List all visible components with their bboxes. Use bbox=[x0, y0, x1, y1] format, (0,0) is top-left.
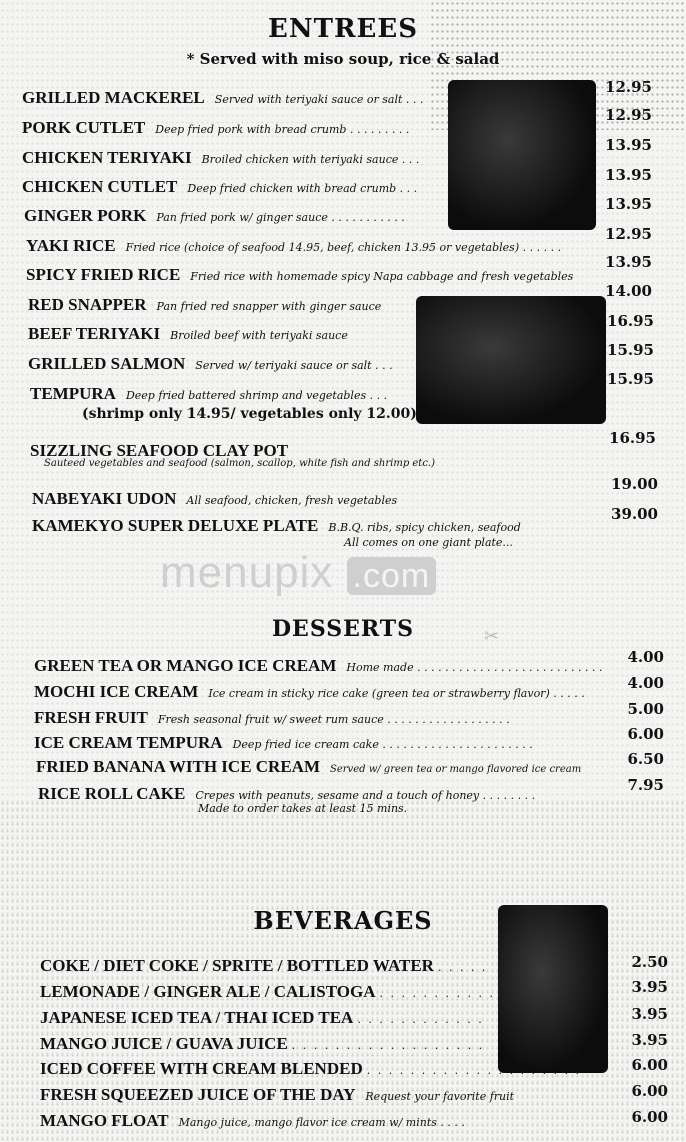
item-price: 12.95 bbox=[605, 78, 652, 96]
food-photo-2 bbox=[416, 296, 606, 424]
item-price: 6.00 bbox=[631, 1056, 668, 1074]
item-price: 13.95 bbox=[605, 195, 652, 213]
menu-item bbox=[32, 489, 397, 509]
menu-item bbox=[32, 516, 521, 536]
menu-item bbox=[34, 708, 510, 728]
menu-item bbox=[34, 733, 533, 753]
claypot-note: Sauteed vegetables and seafood (salmon, scallop, white fish and shrimp etc.) bbox=[44, 458, 436, 469]
menu-item bbox=[26, 265, 573, 285]
item-name: MANGO FLOAT bbox=[40, 1111, 169, 1130]
item-price: 19.00 bbox=[611, 475, 658, 493]
scissors-icon: ✂ bbox=[484, 626, 500, 647]
food-photo-1 bbox=[448, 80, 596, 230]
item-price: 16.95 bbox=[607, 312, 654, 330]
watermark-suffix: .com bbox=[347, 557, 437, 595]
item-desc: Broiled chicken with teriyaki sauce . . . bbox=[201, 153, 420, 166]
item-name: ICE CREAM TEMPURA bbox=[34, 733, 223, 752]
item-desc: Broiled beef with teriyaki sauce bbox=[170, 329, 348, 342]
item-desc: B.B.Q. ribs, spicy chicken, seafood bbox=[328, 521, 521, 534]
menu-item bbox=[34, 682, 585, 702]
menu-item bbox=[26, 236, 561, 256]
watermark-text: menupix bbox=[160, 548, 334, 597]
item-desc: Request your favorite fruit bbox=[365, 1090, 515, 1103]
item-price: 16.95 bbox=[609, 429, 656, 447]
deluxe-note: All comes on one giant plate... bbox=[344, 536, 513, 549]
item-price: 5.00 bbox=[627, 700, 664, 718]
item-price: 13.95 bbox=[605, 166, 652, 184]
item-desc: Served w/ teriyaki sauce or salt . . . bbox=[195, 359, 393, 372]
menu-item bbox=[28, 324, 348, 344]
item-price: 15.95 bbox=[607, 341, 654, 359]
item-price: 39.00 bbox=[611, 505, 658, 523]
item-name: PORK CUTLET bbox=[22, 118, 146, 137]
item-name: MANGO JUICE / GUAVA JUICE bbox=[40, 1034, 288, 1053]
item-name: GRILLED SALMON bbox=[28, 354, 186, 373]
item-name: SPICY FRIED RICE bbox=[26, 265, 181, 284]
menu-item bbox=[36, 757, 581, 777]
item-desc: Deep fried chicken with bread crumb . . . bbox=[187, 182, 418, 195]
item-desc: Served with teriyaki sauce or salt . . . bbox=[214, 93, 424, 106]
item-name: TEMPURA bbox=[30, 384, 116, 403]
menu-item bbox=[28, 295, 381, 315]
menu-item bbox=[22, 177, 417, 197]
item-price: 12.95 bbox=[605, 225, 652, 243]
entrees-subtitle: * Served with miso soup, rice & salad bbox=[186, 50, 500, 68]
item-price: 15.95 bbox=[607, 370, 654, 388]
item-price: 14.00 bbox=[605, 282, 652, 300]
item-name: LEMONADE / GINGER ALE / CALISTOGA bbox=[40, 982, 376, 1001]
item-name: CHICKEN TERIYAKI bbox=[22, 148, 192, 167]
rice-roll-note: Made to order takes at least 15 mins. bbox=[198, 802, 408, 815]
menu-item bbox=[22, 88, 423, 108]
item-name: RED SNAPPER bbox=[28, 295, 147, 314]
item-price: 6.00 bbox=[631, 1108, 668, 1126]
menu-item bbox=[24, 206, 405, 226]
item-price: 4.00 bbox=[627, 648, 664, 666]
menu-item bbox=[40, 1085, 514, 1105]
menupix-watermark bbox=[160, 548, 436, 598]
item-price: 7.95 bbox=[627, 776, 664, 794]
item-price: 3.95 bbox=[631, 1031, 668, 1049]
item-desc: Served w/ green tea or mango flavored ice cream bbox=[330, 764, 582, 775]
item-name: KAMEKYO SUPER DELUXE PLATE bbox=[32, 516, 319, 535]
menu-item bbox=[22, 118, 409, 138]
item-desc: Crepes with peanuts, sesame and a touch of honey . . . . . . . . bbox=[195, 789, 536, 802]
item-price: 3.95 bbox=[631, 1005, 668, 1023]
menu-item bbox=[22, 148, 419, 168]
beverages-title: BEVERAGES bbox=[253, 906, 433, 935]
item-name: NABEYAKI UDON bbox=[32, 489, 177, 508]
desserts-title: DESSERTS bbox=[271, 616, 415, 642]
item-price: 13.95 bbox=[605, 136, 652, 154]
tempura-note: (shrimp only 14.95/ vegetables only 12.00) bbox=[82, 406, 417, 422]
item-name: SIZZLING SEAFOOD CLAY POT bbox=[30, 441, 289, 460]
item-desc: Fried rice with homemade spicy Napa cabbage and fresh vegetables bbox=[190, 270, 574, 283]
item-desc: Fresh seasonal fruit w/ sweet rum sauce . . . . . . . . . . . . . . . . . . bbox=[157, 713, 510, 726]
item-desc: Pan fried red snapper with ginger sauce bbox=[156, 300, 382, 313]
item-price: 3.95 bbox=[631, 978, 668, 996]
item-desc: Ice cream in sticky rice cake (green tea or strawberry flavor) . . . . . bbox=[208, 687, 585, 700]
menu-item: LEMONADE / GINGER ALE / CALISTOGA . . . . . . . . . . . bbox=[40, 982, 495, 1001]
item-name: GINGER PORK bbox=[24, 206, 147, 225]
item-price: 2.50 bbox=[631, 953, 668, 971]
item-name: RICE ROLL CAKE bbox=[38, 784, 186, 803]
item-name: CHICKEN CUTLET bbox=[22, 177, 178, 196]
entrees-title: ENTREES bbox=[268, 14, 418, 44]
item-desc: Home made . . . . . . . . . . . . . . . . . . . . . . . . . . . bbox=[346, 661, 603, 674]
item-desc: Fried rice (choice of seafood 14.95, beef, chicken 13.95 or vegetables) . . . . . . bbox=[125, 241, 562, 254]
menu-item: MANGO JUICE / GUAVA JUICE . . . . . . . . . . . . . . . . . . bbox=[40, 1034, 485, 1053]
item-name: JAPANESE ICED TEA / THAI ICED TEA bbox=[40, 1008, 354, 1027]
menu-item bbox=[28, 354, 393, 374]
item-desc: Deep fried pork with bread crumb . . . . . . . . . bbox=[155, 123, 410, 136]
item-desc: Deep fried battered shrimp and vegetables . . . bbox=[125, 389, 388, 402]
menu-item bbox=[34, 656, 602, 676]
item-name: MOCHI ICE CREAM bbox=[34, 682, 199, 701]
item-name: ICED COFFEE WITH CREAM BLENDED bbox=[40, 1059, 363, 1078]
menu-item bbox=[38, 784, 535, 804]
item-name: GREEN TEA OR MANGO ICE CREAM bbox=[34, 656, 337, 675]
menu-item: JAPANESE ICED TEA / THAI ICED TEA . . . . . . . . . . . . bbox=[40, 1008, 484, 1027]
item-price: 6.00 bbox=[631, 1082, 668, 1100]
item-price: 4.00 bbox=[627, 674, 664, 692]
item-desc: Pan fried pork w/ ginger sauce . . . . . . . . . . . bbox=[156, 211, 405, 224]
menu-item bbox=[40, 1111, 465, 1131]
menu-item: ICED COFFEE WITH CREAM BLENDED . . . . . . . . . . . . . . . . . . . . bbox=[40, 1059, 582, 1078]
item-price: 6.50 bbox=[627, 750, 664, 768]
item-name: FRESH FRUIT bbox=[34, 708, 148, 727]
menu-item bbox=[30, 384, 387, 404]
item-name: GRILLED MACKEREL bbox=[22, 88, 205, 107]
item-desc: All seafood, chicken, fresh vegetables bbox=[186, 494, 398, 507]
item-name: FRESH SQUEEZED JUICE OF THE DAY bbox=[40, 1085, 356, 1104]
item-price: 6.00 bbox=[627, 725, 664, 743]
item-name: BEEF TERIYAKI bbox=[28, 324, 161, 343]
item-desc: Mango juice, mango flavor ice cream w/ mints . . . . bbox=[178, 1116, 465, 1129]
item-name: FRIED BANANA WITH ICE CREAM bbox=[36, 757, 320, 776]
menu-item: COKE / DIET COKE / SPRITE / BOTTLED WATER . . . . . bbox=[40, 956, 488, 975]
item-desc: Deep fried ice cream cake . . . . . . . . . . . . . . . . . . . . . . bbox=[232, 738, 533, 751]
item-name: COKE / DIET COKE / SPRITE / BOTTLED WATER bbox=[40, 956, 434, 975]
item-price: 12.95 bbox=[605, 106, 652, 124]
item-price: 13.95 bbox=[605, 253, 652, 271]
item-name: YAKI RICE bbox=[26, 236, 116, 255]
